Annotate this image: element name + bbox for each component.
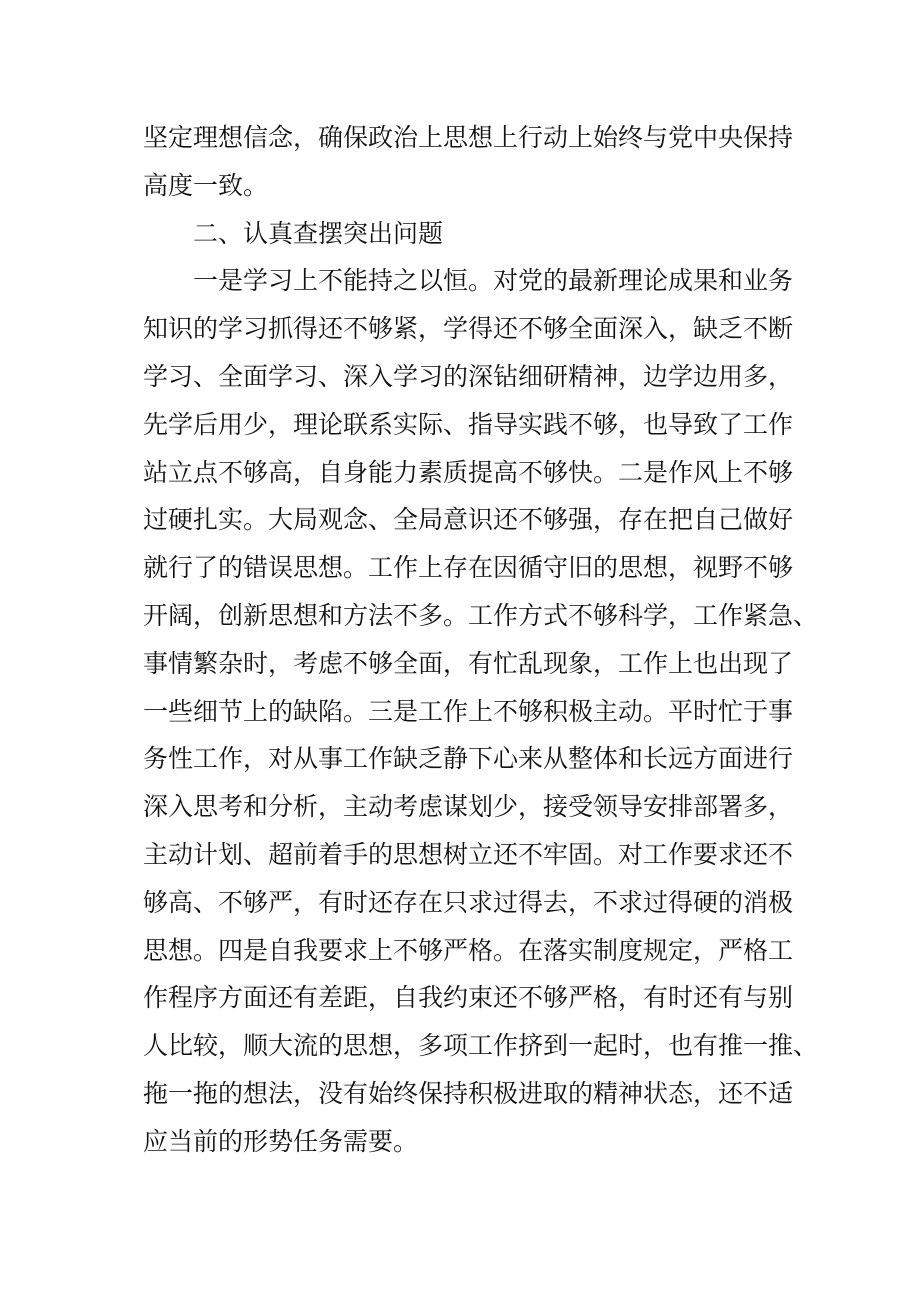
text-line: 作程序方面还有差距，自我约束还不够严格，有时还有与别 [143, 983, 794, 1013]
text-line: 主动计划、超前着手的思想树立还不牢固。对工作要求还不 [143, 839, 794, 869]
text-line: 开阔，创新思想和方法不多。工作方式不够科学，工作紧急、 [143, 600, 819, 630]
text-line: 站立点不够高，自身能力素质提高不够快。二是作风上不够 [143, 457, 794, 487]
text-line: 知识的学习抓得还不够紧，学得还不够全面深入，缺乏不断 [143, 314, 794, 344]
text-line: 先学后用少，理论联系实际、指导实践不够，也导致了工作 [143, 409, 794, 439]
text-line: 一些细节上的缺陷。三是工作上不够积极主动。平时忙于事 [143, 696, 794, 726]
document-body [143, 114, 819, 1166]
text-line: 人比较，顺大流的思想，多项工作挤到一起时，也有推一推、 [143, 1031, 819, 1061]
text-line: 务性工作，对从事工作缺乏静下心来从整体和长远方面进行 [143, 744, 794, 774]
text-line: 事情繁杂时，考虑不够全面，有忙乱现象，工作上也出现了 [143, 648, 794, 678]
text-line: 应当前的形势任务需要。 [143, 1126, 419, 1156]
text-line: 高度一致。 [143, 170, 269, 200]
text-line: 学习、全面学习、深入学习的深钻细研精神，边学边用多， [143, 361, 794, 391]
text-line: 就行了的错误思想。工作上存在因循守旧的思想，视野不够 [143, 553, 794, 583]
text-line: 拖一拖的想法，没有始终保持积极进取的精神状态，还不适 [143, 1078, 794, 1108]
section-heading: 二、认真查摆突出问题 [193, 218, 444, 248]
text-line: 一是学习上不能持之以恒。对党的最新理论成果和业务 [193, 266, 794, 296]
text-line: 过硬扎实。大局观念、全局意识还不够强，存在把自己做好 [143, 505, 794, 535]
text-line: 够高、不够严，有时还存在只求过得去，不求过得硬的消极 [143, 887, 794, 917]
text-line: 思想。四是自我要求上不够严格。在落实制度规定，严格工 [143, 935, 794, 965]
text-line: 深入思考和分析，主动考虑谋划少，接受领导安排部署多， [143, 792, 794, 822]
text-line: 坚定理想信念，确保政治上思想上行动上始终与党中央保持 [143, 123, 794, 152]
